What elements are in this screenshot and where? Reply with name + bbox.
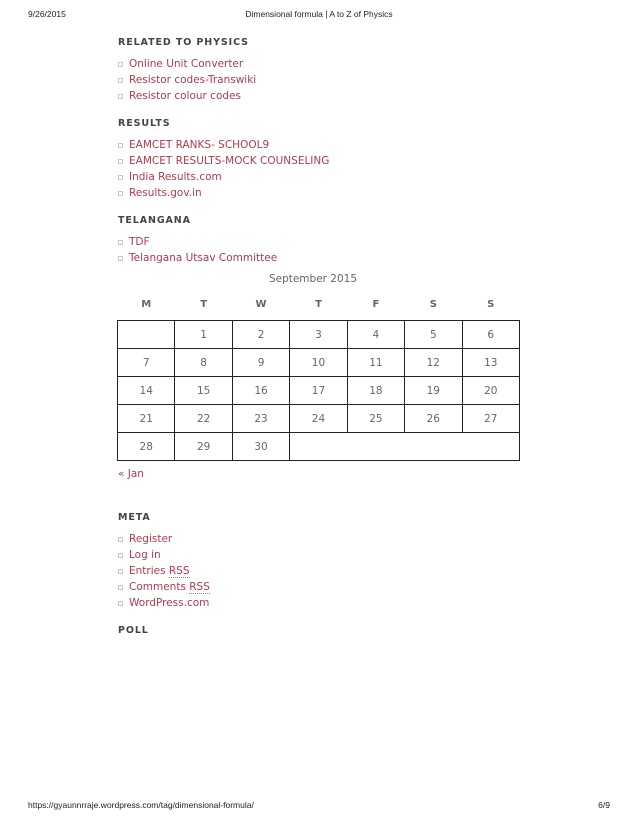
entries-rss-abbr: RSS — [168, 565, 190, 577]
weekday-tuesday: T — [200, 299, 208, 310]
print-header — [28, 9, 610, 21]
calendar-week — [118, 433, 520, 461]
telangana-title: TELANGANA — [118, 215, 191, 226]
list-item — [118, 169, 508, 185]
calendar-day: 11 — [347, 349, 404, 377]
link-log-in[interactable]: Log in — [129, 549, 161, 561]
entries-label: Entries — [129, 565, 169, 577]
meta-list — [118, 531, 508, 611]
weekday-thursday: T — [315, 299, 322, 310]
calendar-day: 22 — [175, 405, 232, 433]
calendar-week — [118, 349, 520, 377]
calendar-day: 4 — [347, 321, 404, 349]
bullet-icon — [118, 78, 123, 83]
calendar-day: 19 — [405, 377, 462, 405]
link-tdf[interactable]: TDF — [129, 236, 150, 248]
link-comments-rss[interactable] — [129, 581, 210, 594]
calendar-day: 2 — [232, 321, 289, 349]
bullet-icon — [118, 585, 123, 590]
calendar-day: 14 — [118, 377, 175, 405]
calendar-day: 25 — [347, 405, 404, 433]
list-item — [118, 547, 508, 563]
calendar-day: 1 — [175, 321, 232, 349]
bullet-icon — [118, 256, 123, 261]
bullet-icon — [118, 601, 123, 606]
calendar-day: 17 — [290, 377, 347, 405]
calendar-week — [118, 377, 520, 405]
list-item — [118, 595, 508, 611]
calendar-week — [118, 321, 520, 349]
calendar-day: 6 — [462, 321, 519, 349]
link-resistor-codes-transwiki[interactable]: Resistor codes-Transwiki — [129, 74, 257, 86]
bullet-icon — [118, 569, 123, 574]
poll-title: POLL — [118, 625, 149, 636]
bullet-icon — [118, 537, 123, 542]
sidebar-widgets — [118, 36, 508, 638]
link-online-unit-converter[interactable]: Online Unit Converter — [129, 58, 244, 70]
link-eamcet-results[interactable]: EAMCET RESULTS-MOCK COUNSELING — [129, 155, 330, 167]
print-footer — [28, 800, 610, 812]
weekday-friday: F — [372, 299, 380, 310]
comments-label: Comments — [129, 581, 190, 593]
calendar-day: 7 — [118, 349, 175, 377]
list-item — [118, 88, 508, 104]
weekday-monday: M — [141, 299, 152, 310]
bullet-icon — [118, 62, 123, 67]
calendar-day: 26 — [405, 405, 462, 433]
list-item — [118, 137, 508, 153]
calendar-day: 12 — [405, 349, 462, 377]
bullet-icon — [118, 191, 123, 196]
calendar-day: 23 — [232, 405, 289, 433]
link-entries-rss[interactable] — [129, 565, 190, 578]
weekday-wednesday: W — [255, 299, 267, 310]
calendar-day: 9 — [232, 349, 289, 377]
calendar-day: 15 — [175, 377, 232, 405]
link-eamcet-ranks[interactable]: EAMCET RANKS- SCHOOL9 — [129, 139, 270, 151]
link-wordpress-com[interactable]: WordPress.com — [129, 597, 210, 609]
bullet-icon — [118, 175, 123, 180]
calendar-caption: September 2015 — [268, 273, 358, 285]
list-item — [118, 72, 508, 88]
list-item — [118, 234, 508, 250]
link-results-gov[interactable]: Results.gov.in — [129, 187, 202, 199]
calendar-day-empty — [118, 321, 175, 349]
list-item — [118, 563, 508, 579]
calendar-day: 21 — [118, 405, 175, 433]
list-item — [118, 185, 508, 201]
related-physics-list — [118, 56, 508, 104]
list-item — [118, 153, 508, 169]
calendar-day: 24 — [290, 405, 347, 433]
calendar-table — [117, 296, 520, 461]
telangana-list — [118, 234, 508, 266]
calendar-day: 20 — [462, 377, 519, 405]
print-url: https://gyaunnrraje.wordpress.com/tag/dimensional-formula/ — [28, 800, 254, 810]
list-item — [118, 579, 508, 595]
print-page-number: 6/9 — [598, 800, 610, 810]
calendar-day: 16 — [232, 377, 289, 405]
calendar-weekday-row — [118, 296, 520, 321]
bullet-icon — [118, 94, 123, 99]
weekday-sunday: S — [487, 299, 495, 310]
print-date: 9/26/2015 — [28, 9, 66, 19]
calendar-day: 29 — [175, 433, 232, 461]
bullet-icon — [118, 240, 123, 245]
calendar-day: 18 — [347, 377, 404, 405]
results-title: RESULTS — [118, 118, 171, 129]
calendar-day: 28 — [118, 433, 175, 461]
link-india-results[interactable]: India Results.com — [129, 171, 222, 183]
bullet-icon — [118, 553, 123, 558]
comments-rss-abbr: RSS — [189, 581, 210, 593]
calendar-widget — [118, 272, 508, 481]
bullet-icon — [118, 159, 123, 164]
calendar-day: 3 — [290, 321, 347, 349]
calendar-week — [118, 405, 520, 433]
related-physics-title: RELATED TO PHYSICS — [118, 37, 249, 48]
list-item — [118, 531, 508, 547]
weekday-saturday: S — [429, 299, 437, 310]
results-list — [118, 137, 508, 201]
calendar-day: 5 — [405, 321, 462, 349]
calendar-day: 27 — [462, 405, 519, 433]
calendar-prev-month-link[interactable]: « Jan — [118, 468, 144, 480]
calendar-trailing-empty — [290, 433, 520, 461]
calendar-day: 30 — [232, 433, 289, 461]
bullet-icon — [118, 143, 123, 148]
link-telangana-utsav[interactable]: Telangana Utsav Committee — [129, 252, 278, 264]
calendar-day: 13 — [462, 349, 519, 377]
link-register[interactable]: Register — [129, 533, 173, 545]
link-resistor-colour-codes[interactable]: Resistor colour codes — [129, 90, 241, 102]
list-item — [118, 56, 508, 72]
list-item — [118, 250, 508, 266]
calendar-day: 8 — [175, 349, 232, 377]
meta-title: META — [118, 512, 151, 523]
calendar-day: 10 — [290, 349, 347, 377]
print-title: Dimensional formula | A to Z of Physics — [245, 9, 393, 19]
